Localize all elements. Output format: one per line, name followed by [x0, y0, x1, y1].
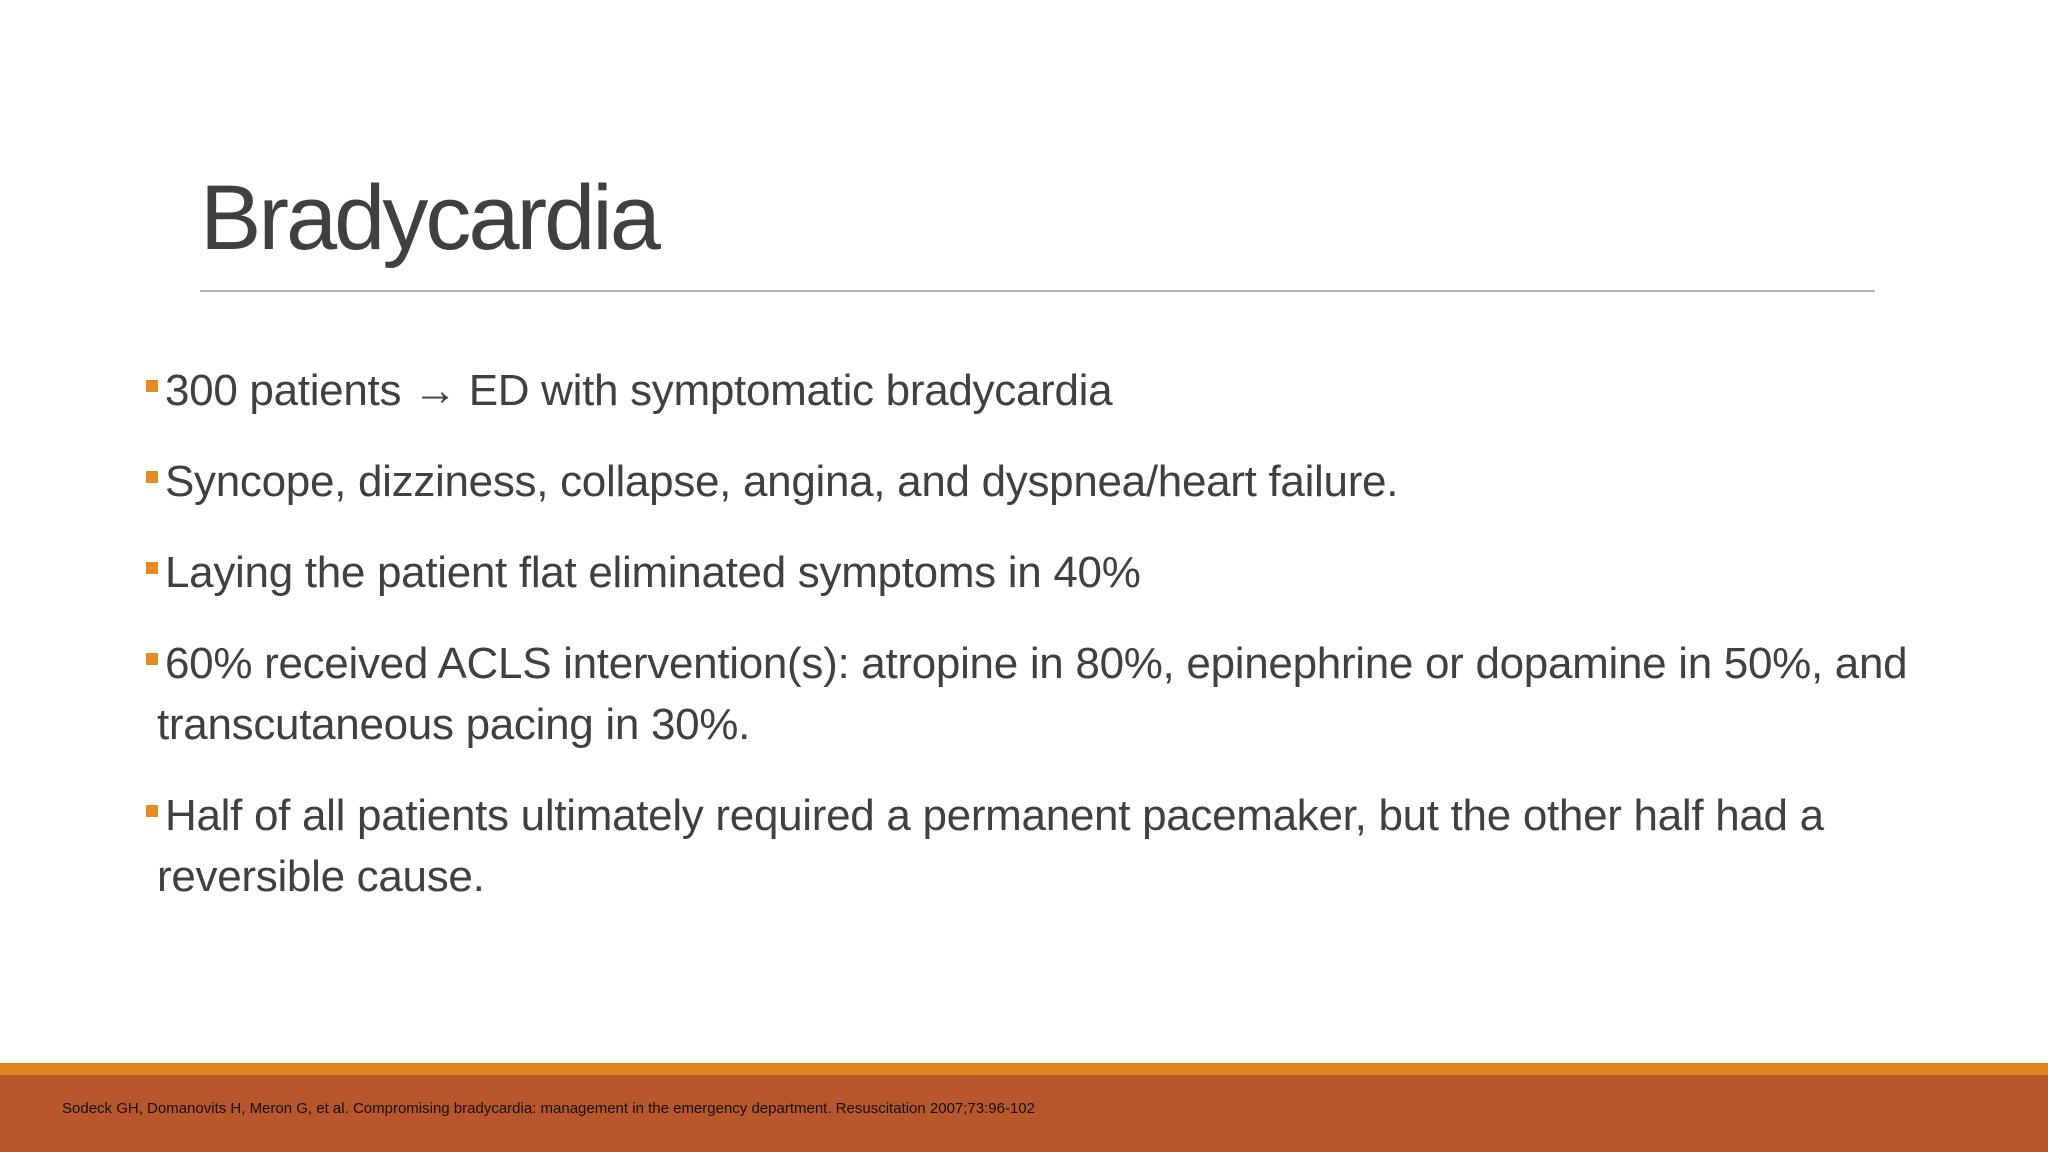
square-bullet-icon	[146, 653, 158, 665]
square-bullet-icon	[146, 805, 158, 817]
footer-accent-stripe	[0, 1063, 2048, 1075]
square-bullet-icon	[146, 471, 158, 483]
square-bullet-icon	[146, 562, 158, 574]
bullet-item	[145, 360, 2015, 421]
title-divider	[200, 290, 1875, 292]
square-bullet-icon	[146, 380, 158, 392]
bullet-text: Laying the patient flat eliminated symptoms in 40%	[165, 548, 1141, 597]
slide-title: Bradycardia	[200, 167, 658, 269]
bullet-item	[145, 633, 2015, 755]
citation: Sodeck GH, Domanovits H, Meron G, et al. Compromising bradycardia: management in the emergency department. Resuscitation 2007;73:96-102	[62, 1100, 1035, 1117]
bullet-text: Half of all patients ultimately required a permanent pacemaker, but the other half had a reversible cause.	[157, 791, 1824, 901]
bullet-list	[145, 360, 2015, 937]
bullet-text: 300 patients → ED with symptomatic bradycardia	[165, 366, 1113, 415]
bullet-text: 60% received ACLS intervention(s): atropine in 80%, epinephrine or dopamine in 50%, and transcutaneous pacing in 30%.	[157, 639, 1908, 749]
bullet-item	[145, 542, 2015, 603]
bullet-item	[145, 785, 2015, 907]
bullet-item	[145, 451, 2015, 512]
bullet-text: Syncope, dizziness, collapse, angina, and dyspnea/heart failure.	[165, 457, 1399, 506]
